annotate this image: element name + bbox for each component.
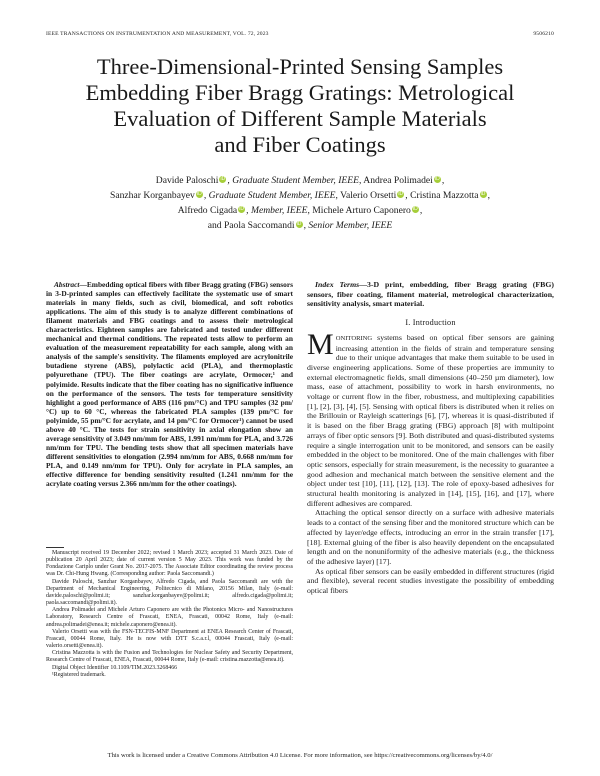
footnote: Valerio Orsetti was with the FSN-TECFIS-MNF Department at ENEA Research Center of Frascati, Frascati, 00044 Rome, Italy. He is now with DTT S.c.a.r.l, 00044 Frascati, Italy (e-mail: valerio.orsetti@enea.it). xyxy=(46,628,293,650)
orcid-icon[interactable]: iD xyxy=(239,206,245,212)
index-terms xyxy=(307,280,554,309)
orcid-icon[interactable]: iD xyxy=(412,206,418,212)
orcid-icon[interactable]: iD xyxy=(196,191,202,197)
footnote-divider xyxy=(46,547,64,548)
orcid-icon[interactable]: iD xyxy=(480,191,486,197)
author-name: Alfredo Cigada xyxy=(177,205,238,216)
index-terms-label: Index Terms— xyxy=(315,280,367,289)
section-heading: I. Introduction xyxy=(405,318,456,328)
author-role: , Senior Member, IEEE xyxy=(303,220,393,231)
footnote: ¹Registered trademark. xyxy=(52,671,106,678)
author-name: , Valerio Orsetti xyxy=(335,190,397,201)
author-role: , Graduate Student Member, IEEE xyxy=(227,175,360,186)
title-line: Embedding Fiber Bragg Gratings: Metrological xyxy=(85,80,515,105)
abstract-label: Abstract— xyxy=(54,280,87,289)
author-name: , Michele Arturo Caponero xyxy=(307,205,411,216)
abstract xyxy=(46,280,293,488)
paper-title xyxy=(60,54,540,158)
author-name: , Cristina Mazzotta xyxy=(405,190,479,201)
author-role: , Member, IEEE xyxy=(246,205,308,216)
left-column xyxy=(46,280,293,488)
orcid-icon[interactable]: iD xyxy=(434,176,440,182)
intro-paragraph: Attaching the optical sensor directly on a surface with adhesive materials leads to a contact of the sensing fiber and the monitored structure which can be affected by layer/edge effects, introducing an error in the strain transfer [17], [18]. External gluing of the fiber is also heavily dependent on the encapsulated length and on the nonuniformity of the adhesive materials (e.g., the thickness of the adhesive layer) [17]. xyxy=(307,508,554,566)
right-column xyxy=(307,280,554,596)
journal-name: IEEE TRANSACTIONS ON INSTRUMENTATION AND MEASUREMENT, VOL. 72, 2023 xyxy=(46,31,269,37)
paragraph-text: systems based on optical fiber sensors are gaining increasing attention in the fields of strain and temperature sensing due to their unique advantages that make them suitable to be used in diverse engineering applications. Some of these properties are immunity to external electromagnetic fields, small dimensions (40–250 µm diameter), low mass, ease of attachment, possibility to work in harsh environments, no voltage or current flow in the fiber, robustness, and multiplexing capabilities [1], [2], [3], [4], [5]. Sensing with optical fibers is distributed when it relies on the Brillouin or Rayleigh scatterings [6], [7], whereas it is quasi-distributed if it is based on the fiber Bragg grating (FBG) approach [8] with multipoint arrays of fiber optic sensors [9]. Both distributed and quasi-distributed systems require a single interrogation unit to be monitored, and sensors can be easily embedded in the object to be monitored. One of the main challenges with fiber optic sensors, especially for strain measurement, is the necessity to guarantee a good adhesion and mechanical match between the sensitive element and the object under test [10], [11], [12], [13]. The role of epoxy-based adhesives for structural health monitoring is analyzed in [14], [15], [16], and [17], where different adhesives are compared. xyxy=(307,332,554,508)
author-name: , Andrea Polimadei xyxy=(359,175,433,186)
author-name: Davide Paloschi xyxy=(155,175,219,186)
orcid-icon[interactable]: iD xyxy=(296,221,302,227)
orcid-icon[interactable]: iD xyxy=(398,191,404,197)
orcid-icon[interactable]: iD xyxy=(220,176,226,182)
lead-word: ONITORING xyxy=(335,334,373,342)
footnotes xyxy=(46,547,293,679)
title-line: Evaluation of Different Sample Materials xyxy=(113,106,487,131)
abstract-text: Embedding optical fibers with fiber Bragg grating (FBG) sensors in 3-D-printed samples can effectively facilitate the systematic use of smart materials in many fields, such as civil, biomedical, and soft robotics applications. The aim of this study is to analyze different combinations of filament materials and FBG coatings and to assess their metrological characteristics. Eighteen samples are fabricated and tested under different mechanical and thermal conditions. The repeated tests allow to perform an evaluation of the measurement repeatability for each sample, along with an analysis of the sample's sensitivity. The filaments employed are acrylonitrile butadiene styrene (ABS), polylactic acid (PLA), and thermoplastic polyurethane (TPU). The fiber coatings are acrylate, Ormocer,¹ and polyimide. Results indicate that the fiber coating has no significative influence on the performance of the sensors. The tests for temperature sensitivity highlight a good performance of ABS (116 pm/°C) and TPU samples (32 pm/°C) up to 60 °C, whereas the fabricated PLA samples (139 pm/°C for polyimide, 55 pm/°C for acrylate, and 14 pm/°C for Ormocer¹) cannot be used above 40 °C. The tests for strain sensitivity in axial elongation show an average sensitivity of 3.049 nm/mm for ABS, 1.991 nm/mm for PLA, and 3.726 nm/mm for TPU. The bending tests show that all specimen materials have different sensitivities to elongation (2.994 nm/mm for ABS, 0.668 nm/mm for PLA, and 0.149 nm/mm for TPU). Only for acrylate in PLA samples, an effective difference for bending sensitivity resulted (1.241 nm/mm for the acrylate coating versus 2.366 nm/mm for the other coatings). xyxy=(46,280,293,489)
index-terms-text: 3-D print, embedding, fiber Bragg grating (FBG) sensors, fiber coating, filament material, metrological characterization, sensitivity analysis, smart material. xyxy=(307,280,555,309)
intro-paragraph: As optical fiber sensors can be easily embedded in different structures (rigid and flexible), several recent studies investigate the possibility of embedding optical fibers xyxy=(307,566,554,596)
running-header xyxy=(46,31,554,40)
intro-paragraph xyxy=(307,327,554,509)
footnote: Andrea Polimadei and Michele Arturo Caponero are with the Photonics Micro- and Nanostructures Laboratory, Research Centre of Frascati, ENEA, Frascati, 00042 Rome, Italy (e-mail: andrea.polimadei@enea.it; michele.caponero@enea.it). xyxy=(46,607,293,628)
article-number: 9506210 xyxy=(533,31,554,37)
footnote: Davide Paloschi, Sanzhar Korganbayev, Alfredo Cigada, and Paola Saccomandi are with the Department of Mechanical Engineering, Politecnico di Milano, 20156 Milan, Italy (e-mail: davide.paloschi@polimi.it; sanzhar.korganbayev@polimi.it; alfredo.cigada@polimi.it; paola.saccomandi@polimi.it). xyxy=(46,578,293,607)
author-list: Davide Paloschi iD , Graduate Student Member, IEEE, Andrea Polimadei iD , Sanzhar Korganbayev iD , Graduate Student Member, IEEE, Valerio Orsetti iD , Cristina Mazzotta iD , Alfredo Cigada iD , Member, IEEE, Michele Arturo Caponero iD , and Paola Saccomandi iD , Senior Member, IEEE xyxy=(110,175,490,231)
doi[interactable]: Digital Object Identifier 10.1109/TIM.2023.3268466 xyxy=(52,664,178,671)
footnote: Manuscript received 19 December 2022; revised 1 March 2023; accepted 31 March 2023. Date of publication 20 April 2023; date of current version 5 May 2023. This work was funded by the Fondazione Cariplo under Grant No. 2017-2075. The Associate Editor coordinating the review process was Dr. Chi-Hung Hwang. (Corresponding author: Paola Saccomandi.) xyxy=(46,550,293,578)
title-line: Three-Dimensional-Printed Sensing Samples xyxy=(96,54,504,79)
license-footer: This work is licensed under a Creative Commons Attribution 4.0 License. For more information, see https://creativecommons.org/licenses/by/4.0/ xyxy=(107,752,493,759)
drop-cap: M xyxy=(307,327,334,361)
author-name: and Paola Saccomandi xyxy=(207,220,295,231)
author-role: , Graduate Student Member, IEEE xyxy=(203,190,336,201)
footnote: Cristina Mazzotta is with the Fusion and Technologies for Nuclear Safety and Security Department, Research Centre of Frascati, ENEA, Frascati, 00044 Rome, Italy (e-mail: cristina.mazzotta@enea.it). xyxy=(46,650,293,664)
author-name: Sanzhar Korganbayev xyxy=(110,190,195,201)
title-line: and Fiber Coatings xyxy=(214,132,386,157)
